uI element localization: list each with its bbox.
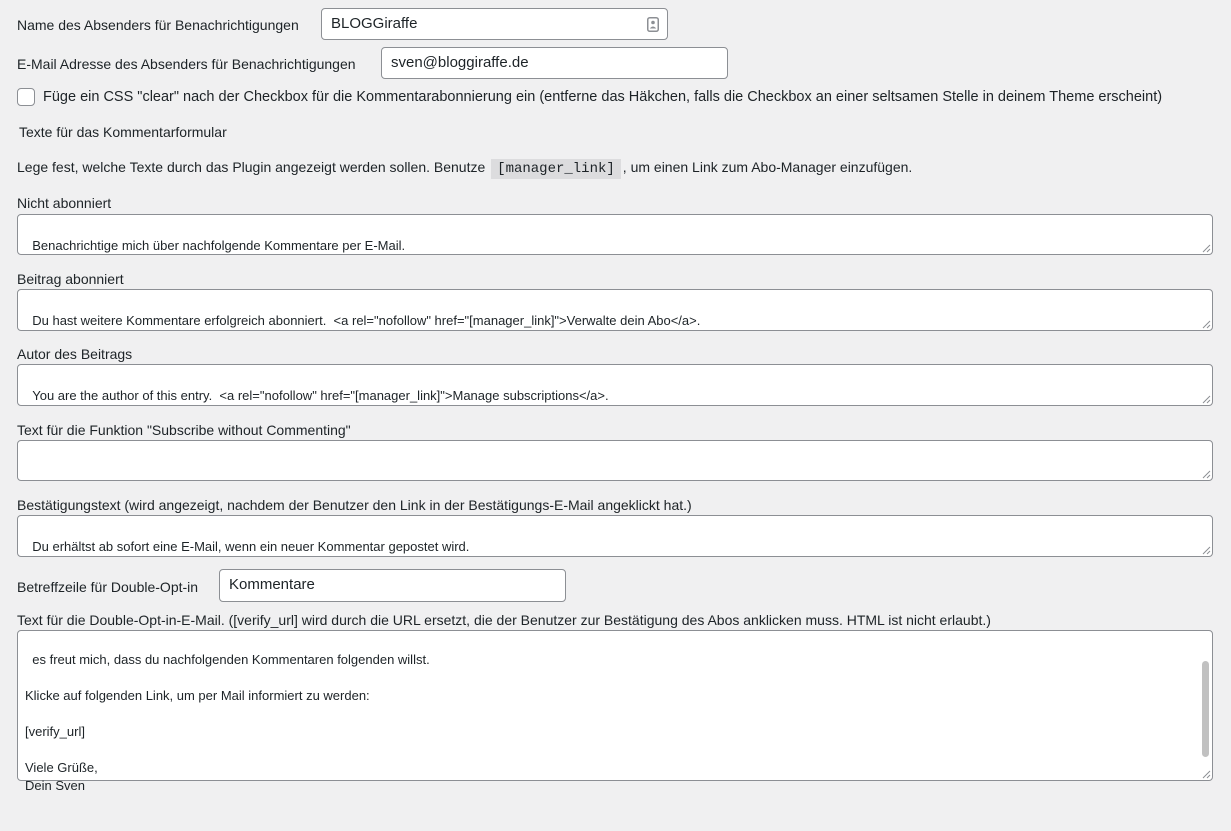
double-optin-text-value: es freut mich, dass du nachfolgenden Kommentaren folgenden willst. Klicke auf folgenden Link, um per Mail informiert zu werden: [verify_url] Viele Grüße, Dein Sven [25,652,430,793]
confirmation-text-textarea[interactable] [17,515,1213,557]
subscribe-without-commenting-label: Text für die Funktion "Subscribe without Commenting" [17,422,351,438]
section-description-before: Lege fest, welche Texte durch das Plugin angezeigt werden sollen. Benutze [17,159,486,175]
not-subscribed-textarea[interactable] [17,214,1213,255]
css-clear-label: Füge ein CSS "clear" nach der Checkbox für die Kommentarabonnierung ein (entferne das Häkchen, falls die Checkbox an einer seltsamen Stelle in deinem Theme erscheint) [43,89,1163,105]
textarea-scrollbar[interactable] [1201,633,1210,766]
sender-name-label: Name des Absenders für Benachrichtigungen [17,17,299,33]
section-title: Texte für das Kommentarformular [19,124,227,140]
section-description-after: , um einen Link zum Abo-Manager einzufügen. [622,159,913,175]
not-subscribed-text: Benachrichtige mich über nachfolgende Kommentare per E-Mail. [32,238,406,253]
resize-grip-icon[interactable] [1201,394,1211,404]
resize-grip-icon[interactable] [1201,469,1211,479]
resize-grip-icon[interactable] [1201,319,1211,329]
post-subscribed-label: Beitrag abonniert [17,271,124,287]
resize-grip-icon[interactable] [1201,545,1211,555]
post-author-textarea[interactable] [17,364,1213,406]
resize-grip-icon[interactable] [1201,243,1211,253]
double-optin-subject-input[interactable] [219,569,566,602]
post-author-label: Autor des Beitrags [17,346,133,362]
subscribe-without-commenting-textarea[interactable] [17,440,1213,481]
double-optin-subject-value: Kommentare [229,576,315,593]
double-optin-text-label: Text für die Double-Opt-in-E-Mail. ([verify_url] wird durch die URL ersetzt, die der Benutzer zur Bestätigung des Abos anklicken muss. HTML ist nicht erlaubt.) [17,612,991,628]
sender-email-label: E-Mail Adresse des Absenders für Benachrichtigungen [17,56,356,72]
sender-name-value: BLOGGiraffe [331,15,418,32]
contact-card-icon[interactable] [647,17,659,32]
manager-link-code: [manager_link] [491,159,621,179]
confirmation-text-label: Bestätigungstext (wird angezeigt, nachdem der Benutzer den Link in der Bestätigungs-E-Mail angeklickt hat.) [17,497,692,513]
post-subscribed-text: Du hast weitere Kommentare erfolgreich abonniert. <a rel="nofollow" href="[manager_link]">Verwalte dein Abo</a>. [32,313,701,328]
css-clear-checkbox[interactable] [17,88,35,106]
confirmation-text-value: Du erhältst ab sofort eine E-Mail, wenn ein neuer Kommentar gepostet wird. [32,539,470,554]
post-author-text: You are the author of this entry. <a rel="nofollow" href="[manager_link]">Manage subscriptions</a>. [32,388,609,403]
scrollbar-thumb[interactable] [1202,661,1209,757]
post-subscribed-textarea[interactable] [17,289,1213,331]
sender-email-input[interactable] [381,47,728,79]
double-optin-subject-label: Betreffzeile für Double-Opt-in [17,579,199,595]
not-subscribed-label: Nicht abonniert [17,195,112,211]
sender-email-value: sven@bloggiraffe.de [391,54,529,71]
section-description [17,157,912,179]
sender-name-input[interactable] [321,8,668,40]
double-optin-text-textarea[interactable] [17,630,1213,793]
resize-grip-icon[interactable] [1201,769,1211,779]
